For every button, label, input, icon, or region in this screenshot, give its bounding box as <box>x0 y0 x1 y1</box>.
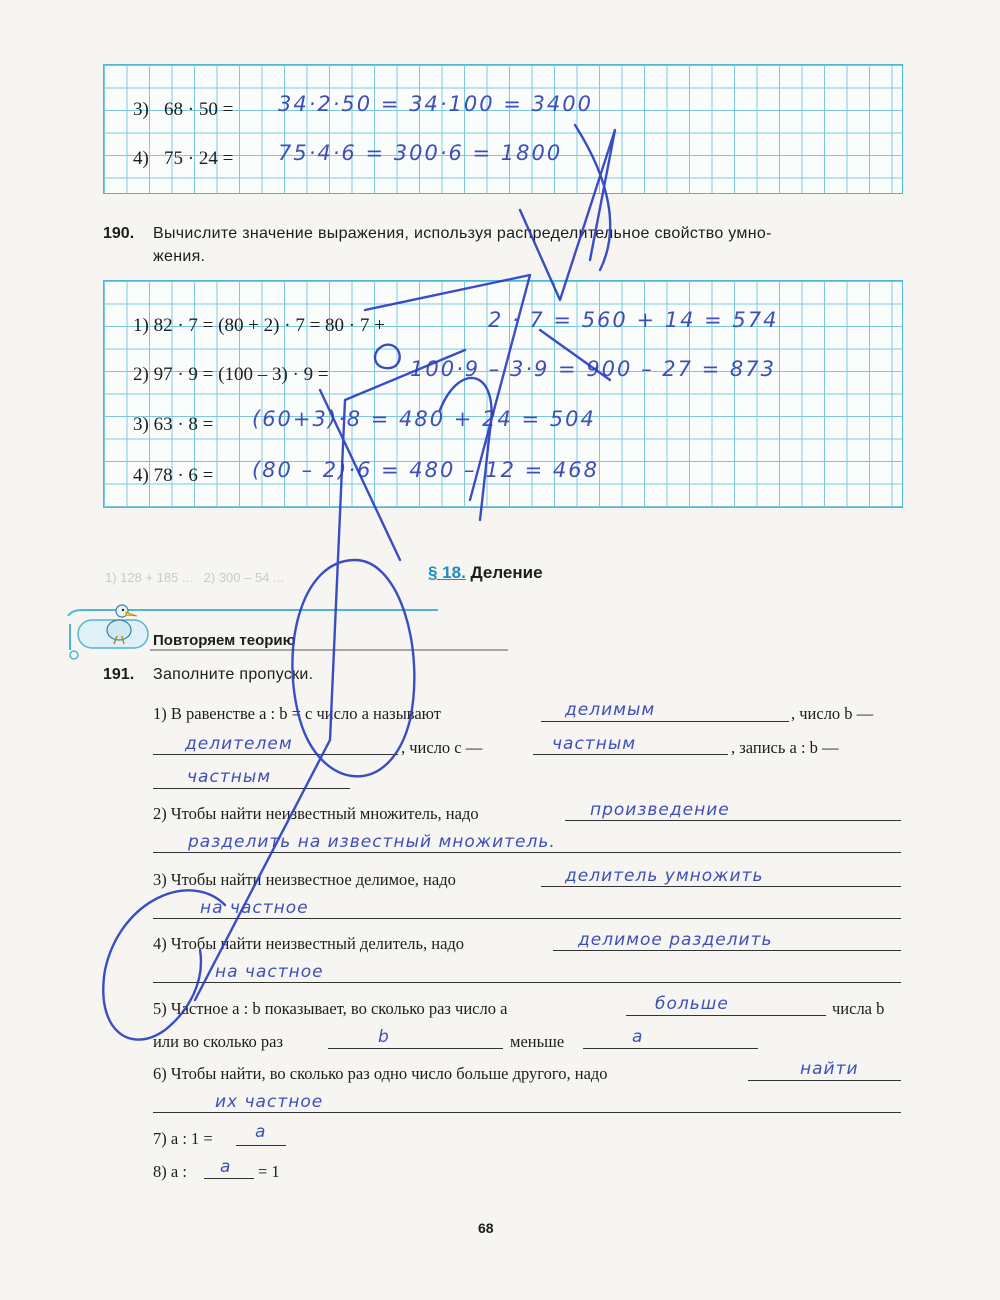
item-3-blank-1[interactable] <box>541 886 901 887</box>
item-5-text-d: меньше <box>510 1032 565 1051</box>
task-190-text-line1: Вычислите значение выражения, используя распределительное свойство умно- <box>153 225 772 242</box>
item-2-blank-1[interactable] <box>565 820 901 821</box>
item-2-answer-1: произведение <box>590 800 730 820</box>
bleed-through-text: 1) 128 + 185 ... 2) 300 – 54 ... <box>105 570 284 585</box>
task-row-4-answer: 75·4·6 = 300·6 = 1800 <box>278 141 563 165</box>
item-1-text-b: , число b — <box>791 704 874 723</box>
item-4-answer-1: делимое разделить <box>578 930 773 950</box>
task-row-3-number: 3) <box>133 99 149 120</box>
item-4-text: 4) Чтобы найти неизвестный делитель, надо <box>153 934 465 953</box>
item-3-answer-2: на частное <box>200 898 309 918</box>
item-8-text-b: = 1 <box>258 1162 280 1181</box>
item-5-text-b: числа b <box>832 999 885 1018</box>
task-row-3-expression: 68 · 50 = <box>164 99 234 120</box>
item-6-blank-2[interactable] <box>153 1112 901 1113</box>
item-7-blank[interactable] <box>236 1145 286 1146</box>
item-1-answer-4: частным <box>187 767 272 787</box>
top-answer-grid <box>103 64 903 194</box>
item-1-blank-4[interactable] <box>153 788 350 789</box>
item-5-text-c: или во сколько раз <box>153 1032 284 1051</box>
item-1-answer-1: делимым <box>565 700 656 720</box>
task-190-text-line2: жения. <box>153 248 206 265</box>
theory-label: Повторяем теорию <box>153 632 296 649</box>
task-190-row-2-answer: 100·9 – 3·9 = 900 – 27 = 873 <box>410 357 776 381</box>
item-1-text-a: 1) В равенстве a : b = c число a называют <box>153 704 441 723</box>
item-1-text-d: , запись a : b — <box>731 738 839 757</box>
item-7-text: 7) a : 1 = <box>153 1129 213 1148</box>
task-190-row-4-answer: (80 – 2)·6 = 480 – 12 = 468 <box>252 458 599 482</box>
item-1-blank-2[interactable] <box>153 754 398 755</box>
item-5-answer-2: b <box>378 1027 390 1047</box>
item-2-blank-2[interactable] <box>153 852 901 853</box>
item-5-blank-2[interactable] <box>328 1048 503 1049</box>
item-3-text: 3) Чтобы найти неизвестное делимое, надо <box>153 870 456 889</box>
item-3-answer-1: делитель умножить <box>565 866 764 886</box>
item-4-blank-2[interactable] <box>153 982 901 983</box>
task-190-number: 190. <box>103 225 135 242</box>
task-190-row-3-answer: (60+3)·8 = 480 + 24 = 504 <box>252 407 596 431</box>
item-5-text-a: 5) Частное a : b показывает, во сколько раз число a <box>153 999 508 1018</box>
item-5-answer-3: a <box>632 1027 644 1047</box>
task-190-row-2-expression: 2) 97 · 9 = (100 – 3) · 9 = <box>133 364 329 385</box>
item-5-blank-3[interactable] <box>583 1048 758 1049</box>
item-8-blank[interactable] <box>204 1178 254 1179</box>
item-5-answer-1: больше <box>655 994 729 1014</box>
item-1-answer-3: частным <box>552 734 637 754</box>
item-6-answer-1: найти <box>800 1059 859 1079</box>
item-4-answer-2: на частное <box>215 962 324 982</box>
item-8-text-a: 8) a : <box>153 1162 187 1181</box>
task-190-row-1-expression: 1) 82 · 7 = (80 + 2) · 7 = 80 · 7 + <box>133 315 385 336</box>
task-190-row-1-answer: 2 · 7 = 560 + 14 = 574 <box>488 308 779 332</box>
task-row-3-answer: 34·2·50 = 34·100 = 3400 <box>278 92 593 116</box>
task-row-4-expression: 75 · 24 = <box>164 148 234 169</box>
item-1-answer-2: делителем <box>185 734 293 754</box>
item-7-answer: a <box>255 1122 267 1142</box>
item-1-blank-1[interactable] <box>541 721 789 722</box>
item-1-blank-3[interactable] <box>533 754 728 755</box>
section-heading <box>428 563 543 583</box>
item-2-answer-2: разделить на известный множитель. <box>188 832 556 852</box>
item-8-answer: a <box>220 1157 232 1177</box>
task-191-text: Заполните пропуски. <box>153 666 314 683</box>
item-5-blank-1[interactable] <box>626 1015 826 1016</box>
section-number: § 18. <box>428 563 466 582</box>
task-190-row-3-expression: 3) 63 · 8 = <box>133 414 214 435</box>
item-6-answer-2: их частное <box>215 1092 324 1112</box>
pelican-mascot-icon <box>95 598 143 646</box>
item-6-text: 6) Чтобы найти, во сколько раз одно число больше другого, надо <box>153 1064 608 1083</box>
task-190-row-4-expression: 4) 78 · 6 = <box>133 465 214 486</box>
item-3-blank-2[interactable] <box>153 918 901 919</box>
task-row-4-number: 4) <box>133 148 149 169</box>
item-4-blank-1[interactable] <box>553 950 901 951</box>
item-6-blank-1[interactable] <box>748 1080 901 1081</box>
item-1-text-c: , число c — <box>401 738 483 757</box>
item-2-text: 2) Чтобы найти неизвестный множитель, надо <box>153 804 479 823</box>
page-number: 68 <box>478 1220 494 1236</box>
section-title: Деление <box>470 563 543 582</box>
task-191-number: 191. <box>103 666 135 683</box>
